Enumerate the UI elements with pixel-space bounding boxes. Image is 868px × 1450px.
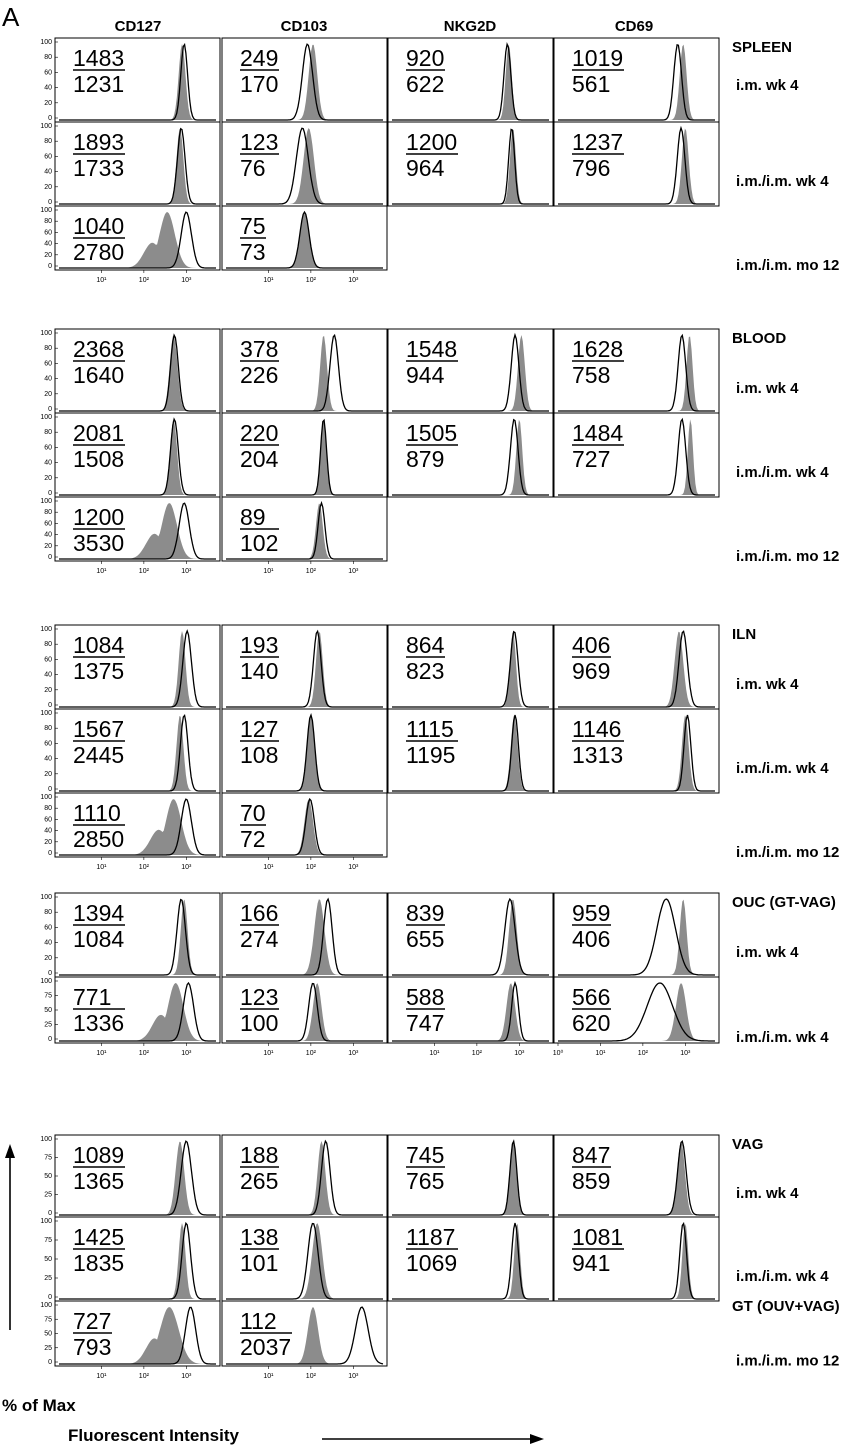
y-tick-label: 60 (44, 444, 52, 452)
mfi-numerator: 1484 (572, 420, 624, 446)
x-tick-label: 10¹ (263, 1373, 274, 1380)
mfi-numerator: 920 (406, 45, 445, 71)
y-tick-label: 20 (44, 770, 52, 778)
mfi-numerator: 1483 (73, 45, 125, 71)
mfi-numerator: 138 (240, 1224, 279, 1250)
x-tick-label: 10² (138, 1050, 149, 1057)
mfi-numerator: 188 (240, 1142, 279, 1168)
x-tick-label: 10¹ (96, 568, 107, 575)
histogram-cell-cd103 (222, 413, 387, 497)
mfi-numerator: 1115 (406, 716, 454, 742)
mfi-denominator: 72 (240, 826, 266, 852)
row-label: i.m./i.m. wk 4 (736, 1029, 829, 1046)
mfi-numerator: 1040 (73, 213, 125, 239)
y-tick-label: 80 (44, 509, 52, 517)
mfi-denominator: 727 (572, 446, 611, 472)
histogram-cell-cd127 (40, 38, 220, 122)
mfi-denominator: 2037 (240, 1334, 292, 1360)
y-tick-label: 60 (44, 740, 52, 748)
mfi-numerator: 1089 (73, 1142, 125, 1168)
y-tick-label: 40 (44, 939, 52, 947)
x-axis-label: Fluorescent Intensity (68, 1426, 239, 1445)
mfi-denominator: 1375 (73, 658, 125, 684)
y-tick-label: 40 (44, 240, 52, 248)
mfi-denominator: 655 (406, 926, 445, 952)
histogram-cell-nkg2d (388, 413, 553, 497)
mfi-denominator: 622 (406, 71, 445, 97)
y-tick-label: 80 (44, 345, 52, 353)
x-tick-label: 10² (138, 568, 149, 575)
y-tick-label: 100 (40, 894, 52, 901)
group-0 (40, 38, 839, 284)
mfi-numerator: 127 (240, 716, 279, 742)
tissue-label-secondary: GT (OUV+VAG) (732, 1298, 840, 1315)
histogram-cell-cd69 (554, 329, 719, 413)
mfi-denominator: 765 (406, 1168, 445, 1194)
y-tick-label: 40 (44, 671, 52, 679)
y-tick-label: 100 (40, 498, 52, 505)
y-tick-label: 100 (40, 1302, 52, 1309)
y-tick-label: 0 (48, 554, 52, 561)
mfi-denominator: 1835 (73, 1250, 125, 1276)
y-tick-label: 60 (44, 924, 52, 932)
mfi-numerator: 1425 (73, 1224, 125, 1250)
y-tick-label: 60 (44, 153, 52, 161)
x-tick-label: 10² (305, 1373, 316, 1380)
y-tick-label: 20 (44, 251, 52, 259)
y-tick-label: 0 (48, 263, 52, 270)
mfi-denominator: 1195 (406, 742, 456, 768)
column-header-cd103: CD103 (280, 18, 328, 35)
mfi-numerator: 1505 (406, 420, 458, 446)
mfi-denominator: 944 (406, 362, 445, 388)
mfi-denominator: 758 (572, 362, 611, 388)
mfi-denominator: 170 (240, 71, 279, 97)
mfi-numerator: 75 (240, 213, 266, 239)
mfi-denominator: 747 (406, 1010, 445, 1036)
y-tick-label: 80 (44, 429, 52, 437)
y-tick-label: 100 (40, 710, 52, 717)
x-tick-label: 10¹ (263, 1050, 274, 1057)
y-tick-label: 75 (44, 1237, 52, 1244)
histogram-cell-cd103 (222, 709, 387, 793)
mfi-numerator: 771 (73, 984, 112, 1010)
y-tick-label: 0 (48, 490, 52, 497)
histogram-cell-cd103 (222, 497, 387, 575)
histogram-cell-cd103 (222, 977, 387, 1057)
histogram-cell-cd127 (40, 329, 220, 413)
mfi-numerator: 1146 (572, 716, 622, 742)
x-tick-label: 10¹ (96, 864, 107, 871)
x-tick-label: 10¹ (595, 1050, 606, 1057)
histogram-cell-cd127 (40, 893, 220, 977)
mfi-denominator: 102 (240, 530, 279, 556)
y-tick-label: 80 (44, 54, 52, 62)
y-tick-label: 100 (40, 207, 52, 214)
y-tick-label: 25 (44, 1191, 52, 1199)
mfi-denominator: 620 (572, 1010, 611, 1036)
histogram-grid (40, 38, 839, 1380)
mfi-numerator: 1394 (73, 900, 125, 926)
y-axis-label: % of Max (2, 1396, 76, 1415)
y-tick-label: 100 (40, 1218, 52, 1225)
column-header-cd69: CD69 (614, 18, 654, 35)
row-label: i.m. wk 4 (736, 380, 799, 397)
y-tick-label: 100 (40, 330, 52, 337)
x-tick-label: 10³ (348, 1050, 359, 1057)
y-tick-label: 100 (40, 626, 52, 633)
mfi-numerator: 2081 (73, 420, 125, 446)
x-tick-label: 10¹ (263, 277, 274, 284)
histogram-cell-cd69 (554, 122, 719, 206)
y-tick-label: 60 (44, 360, 52, 368)
histogram-cell-cd103 (222, 38, 387, 122)
mfi-denominator: 73 (240, 239, 266, 265)
histogram-cell-cd127 (40, 413, 220, 497)
y-tick-label: 0 (48, 199, 52, 206)
histogram-cell-nkg2d (388, 1135, 553, 1217)
histogram-cell-cd103 (222, 1217, 387, 1301)
y-tick-label: 20 (44, 183, 52, 191)
x-tick-label: 10² (138, 277, 149, 284)
x-tick-label: 10³ (348, 568, 359, 575)
mfi-numerator: 847 (572, 1142, 611, 1168)
mfi-numerator: 745 (406, 1142, 445, 1168)
mfi-numerator: 959 (572, 900, 611, 926)
mfi-denominator: 100 (240, 1010, 279, 1036)
mfi-numerator: 70 (240, 800, 266, 826)
tissue-label: OUC (GT-VAG) (732, 894, 836, 911)
y-tick-label: 60 (44, 520, 52, 528)
x-tick-label: 10² (138, 864, 149, 871)
histogram-cell-cd69 (554, 625, 719, 709)
row-label: i.m. wk 4 (736, 77, 799, 94)
mfi-numerator: 1548 (406, 336, 458, 362)
mfi-numerator: 89 (240, 504, 266, 530)
mfi-numerator: 123 (240, 129, 279, 155)
y-tick-label: 0 (48, 1359, 52, 1366)
mfi-denominator: 406 (572, 926, 611, 952)
x-tick-label: 10² (305, 568, 316, 575)
histogram-cell-cd69 (554, 709, 719, 793)
mfi-denominator: 3530 (73, 530, 125, 556)
x-axis-annotation (68, 1426, 544, 1445)
row-label: i.m./i.m. wk 4 (736, 173, 829, 190)
y-tick-label: 0 (48, 850, 52, 857)
mfi-numerator: 2368 (73, 336, 125, 362)
y-tick-label: 20 (44, 838, 52, 846)
mfi-numerator: 1019 (572, 45, 624, 71)
mfi-numerator: 1628 (572, 336, 624, 362)
y-tick-label: 60 (44, 656, 52, 664)
y-tick-label: 100 (40, 794, 52, 801)
y-tick-label: 60 (44, 69, 52, 77)
histogram-cell-cd127 (40, 1217, 220, 1301)
x-tick-label: 10¹ (263, 864, 274, 871)
tissue-label: SPLEEN (732, 39, 793, 56)
y-tick-label: 0 (48, 1210, 52, 1217)
group-4 (40, 1135, 839, 1380)
mfi-denominator: 274 (240, 926, 279, 952)
x-tick-label: 10³ (181, 568, 192, 575)
histogram-cell-cd103 (222, 625, 387, 709)
column-header-nkg2d: NKG2D (443, 18, 497, 35)
histogram-cell-cd103 (222, 329, 387, 413)
y-tick-label: 0 (48, 115, 52, 122)
mfi-denominator: 1231 (73, 71, 125, 97)
mfi-denominator: 226 (240, 362, 279, 388)
y-tick-label: 40 (44, 755, 52, 763)
histogram-cell-cd127 (40, 206, 220, 284)
histogram-cell-cd69 (553, 977, 719, 1057)
y-tick-label: 0 (48, 970, 52, 977)
mfi-numerator: 1893 (73, 129, 125, 155)
histogram-cell-cd127 (40, 1135, 220, 1217)
x-tick-label: 10³ (348, 277, 359, 284)
mfi-denominator: 101 (240, 1250, 279, 1276)
x-tick-label: 10¹ (96, 1050, 107, 1057)
row-label: i.m. wk 4 (736, 1185, 799, 1202)
mfi-numerator: 1237 (572, 129, 624, 155)
y-tick-label: 80 (44, 805, 52, 813)
mfi-denominator: 561 (572, 71, 611, 97)
x-tick-label: 10² (138, 1373, 149, 1380)
mfi-numerator: 1187 (406, 1224, 456, 1250)
histogram-cell-cd103 (222, 122, 387, 206)
histogram-cell-cd103 (222, 1301, 387, 1380)
mfi-denominator: 1508 (73, 446, 125, 472)
mfi-numerator: 727 (73, 1308, 112, 1334)
mfi-denominator: 1336 (73, 1010, 125, 1036)
y-tick-label: 0 (48, 702, 52, 709)
mfi-denominator: 76 (240, 155, 266, 181)
x-tick-label: 10¹ (96, 1373, 107, 1380)
y-axis-arrowhead-icon (5, 1144, 15, 1158)
x-tick-label: 10³ (348, 1373, 359, 1380)
mfi-denominator: 793 (73, 1334, 112, 1360)
mfi-numerator: 1567 (73, 716, 125, 742)
mfi-denominator: 204 (240, 446, 279, 472)
mfi-numerator: 220 (240, 420, 279, 446)
row-label: i.m. wk 4 (736, 944, 799, 961)
mfi-numerator: 864 (406, 632, 445, 658)
y-tick-label: 25 (44, 1344, 52, 1352)
x-axis-arrowhead-icon (530, 1434, 544, 1444)
mfi-numerator: 1110 (73, 800, 121, 826)
histogram-cell-cd69 (554, 38, 719, 122)
histogram-cell-cd127 (40, 793, 220, 871)
x-tick-label: 10¹ (263, 568, 274, 575)
histogram-cell-cd127 (40, 977, 220, 1057)
x-tick-label: 10² (305, 277, 316, 284)
mfi-denominator: 1365 (73, 1168, 125, 1194)
histogram-cell-cd127 (40, 625, 220, 709)
mfi-numerator: 1200 (406, 129, 458, 155)
mfi-numerator: 378 (240, 336, 279, 362)
histogram-cell-nkg2d (388, 38, 553, 122)
histogram-cell-cd127 (40, 1301, 220, 1380)
row-label: i.m./i.m. mo 12 (736, 257, 840, 274)
y-tick-label: 80 (44, 138, 52, 146)
x-tick-label: 10¹ (96, 277, 107, 284)
tissue-label: VAG (732, 1136, 764, 1153)
mfi-denominator: 265 (240, 1168, 279, 1194)
histogram-cell-cd127 (40, 709, 220, 793)
y-tick-label: 20 (44, 390, 52, 398)
y-tick-label: 20 (44, 542, 52, 550)
mfi-numerator: 112 (240, 1308, 277, 1334)
histogram-cell-cd103 (222, 206, 387, 284)
x-tick-label: 10³ (181, 277, 192, 284)
row-label: i.m./i.m. wk 4 (736, 464, 829, 481)
y-tick-label: 40 (44, 827, 52, 835)
histogram-cell-nkg2d (388, 1217, 553, 1301)
mfi-numerator: 1081 (572, 1224, 624, 1250)
y-tick-label: 75 (44, 992, 52, 1000)
histogram-cell-nkg2d (388, 977, 553, 1057)
mfi-numerator: 166 (240, 900, 279, 926)
y-tick-label: 0 (48, 1294, 52, 1301)
y-tick-label: 80 (44, 909, 52, 917)
mfi-denominator: 2780 (73, 239, 125, 265)
x-tick-label: 10² (471, 1050, 482, 1057)
mfi-denominator: 108 (240, 742, 279, 768)
y-tick-label: 80 (44, 218, 52, 226)
y-tick-label: 100 (40, 123, 52, 130)
y-tick-label: 80 (44, 641, 52, 649)
mfi-numerator: 249 (240, 45, 279, 71)
histogram-cell-nkg2d (388, 625, 553, 709)
column-header-cd127: CD127 (114, 18, 162, 35)
mfi-denominator: 1733 (73, 155, 125, 181)
row-label: i.m. wk 4 (736, 676, 799, 693)
mfi-numerator: 1084 (73, 632, 125, 658)
y-tick-label: 0 (48, 406, 52, 413)
row-label: i.m./i.m. wk 4 (736, 760, 829, 777)
group-2 (40, 625, 839, 871)
histogram-cell-cd127 (40, 122, 220, 206)
y-tick-label: 40 (44, 84, 52, 92)
group-1 (40, 329, 839, 575)
x-tick-label: 10³ (181, 1373, 192, 1380)
x-tick-label: 10³ (514, 1050, 525, 1057)
y-tick-label: 50 (44, 1256, 52, 1263)
x-tick-label: 10² (305, 1050, 316, 1057)
tissue-label: ILN (732, 626, 757, 643)
y-tick-label: 40 (44, 459, 52, 467)
y-tick-label: 100 (40, 1136, 52, 1143)
histogram-cell-cd127 (40, 497, 220, 575)
mfi-numerator: 839 (406, 900, 445, 926)
mfi-denominator: 1069 (406, 1250, 458, 1276)
group-3 (40, 893, 836, 1057)
y-tick-label: 20 (44, 99, 52, 107)
histogram-cell-cd69 (554, 1135, 719, 1217)
histogram-cell-nkg2d (388, 329, 553, 413)
y-tick-label: 0 (48, 1036, 52, 1043)
mfi-numerator: 566 (572, 984, 611, 1010)
y-tick-label: 100 (40, 39, 52, 46)
y-tick-label: 0 (48, 786, 52, 793)
histogram-cell-cd69 (554, 893, 719, 977)
row-label: i.m./i.m. mo 12 (736, 1352, 840, 1370)
mfi-denominator: 964 (406, 155, 445, 181)
row-label: i.m./i.m. mo 12 (736, 844, 840, 861)
column-headers (115, 18, 654, 35)
y-tick-label: 60 (44, 229, 52, 237)
histogram-cell-nkg2d (388, 122, 553, 206)
x-tick-label: 10³ (348, 864, 359, 871)
y-tick-label: 40 (44, 168, 52, 176)
panel-label: A (2, 2, 20, 32)
mfi-denominator: 823 (406, 658, 445, 684)
x-tick-label: 10² (305, 864, 316, 871)
histogram-cell-cd103 (222, 893, 387, 977)
y-tick-label: 40 (44, 375, 52, 383)
tissue-label: BLOOD (732, 330, 787, 347)
mfi-denominator: 140 (240, 658, 279, 684)
y-tick-label: 40 (44, 531, 52, 539)
y-tick-label: 50 (44, 1007, 52, 1014)
mfi-denominator: 879 (406, 446, 445, 472)
histogram-cell-cd69 (554, 413, 719, 497)
x-tick-label: 10² (637, 1050, 648, 1057)
mfi-denominator: 1313 (572, 742, 624, 768)
y-tick-label: 50 (44, 1173, 52, 1180)
mfi-denominator: 969 (572, 658, 611, 684)
y-tick-label: 100 (40, 414, 52, 421)
mfi-numerator: 193 (240, 632, 279, 658)
row-label: i.m./i.m. wk 4 (736, 1268, 829, 1285)
y-tick-label: 20 (44, 686, 52, 694)
mfi-numerator: 406 (572, 632, 611, 658)
histogram-cell-cd69 (554, 1217, 719, 1301)
y-tick-label: 60 (44, 816, 52, 824)
histogram-cell-cd103 (222, 1135, 387, 1217)
y-tick-label: 75 (44, 1154, 52, 1162)
mfi-denominator: 2850 (73, 826, 125, 852)
x-tick-label: 10³ (181, 864, 192, 871)
mfi-denominator: 1084 (73, 926, 125, 952)
x-tick-label: 10¹ (429, 1050, 440, 1057)
mfi-denominator: 796 (572, 155, 611, 181)
y-tick-label: 50 (44, 1330, 52, 1338)
mfi-numerator: 123 (240, 984, 279, 1010)
y-tick-label: 20 (44, 954, 52, 962)
histogram-cell-nkg2d (388, 893, 553, 977)
mfi-numerator: 588 (406, 984, 445, 1010)
y-tick-label: 25 (44, 1021, 52, 1029)
y-tick-label: 25 (44, 1275, 52, 1282)
mfi-denominator: 2445 (73, 742, 125, 768)
y-tick-label: 80 (44, 725, 52, 733)
x-tick-label: 10⁰ (552, 1050, 564, 1057)
y-tick-label: 75 (44, 1316, 52, 1324)
y-tick-label: 100 (40, 978, 52, 985)
x-tick-label: 10³ (181, 1050, 192, 1057)
mfi-denominator: 941 (572, 1250, 611, 1276)
mfi-denominator: 859 (572, 1168, 611, 1194)
mfi-denominator: 1640 (73, 362, 125, 388)
histogram-cell-nkg2d (388, 709, 553, 793)
mfi-numerator: 1200 (73, 504, 125, 530)
histogram-cell-cd103 (222, 793, 387, 871)
x-tick-label: 10³ (680, 1050, 691, 1057)
row-label: i.m./i.m. mo 12 (736, 548, 840, 565)
y-tick-label: 20 (44, 474, 52, 482)
